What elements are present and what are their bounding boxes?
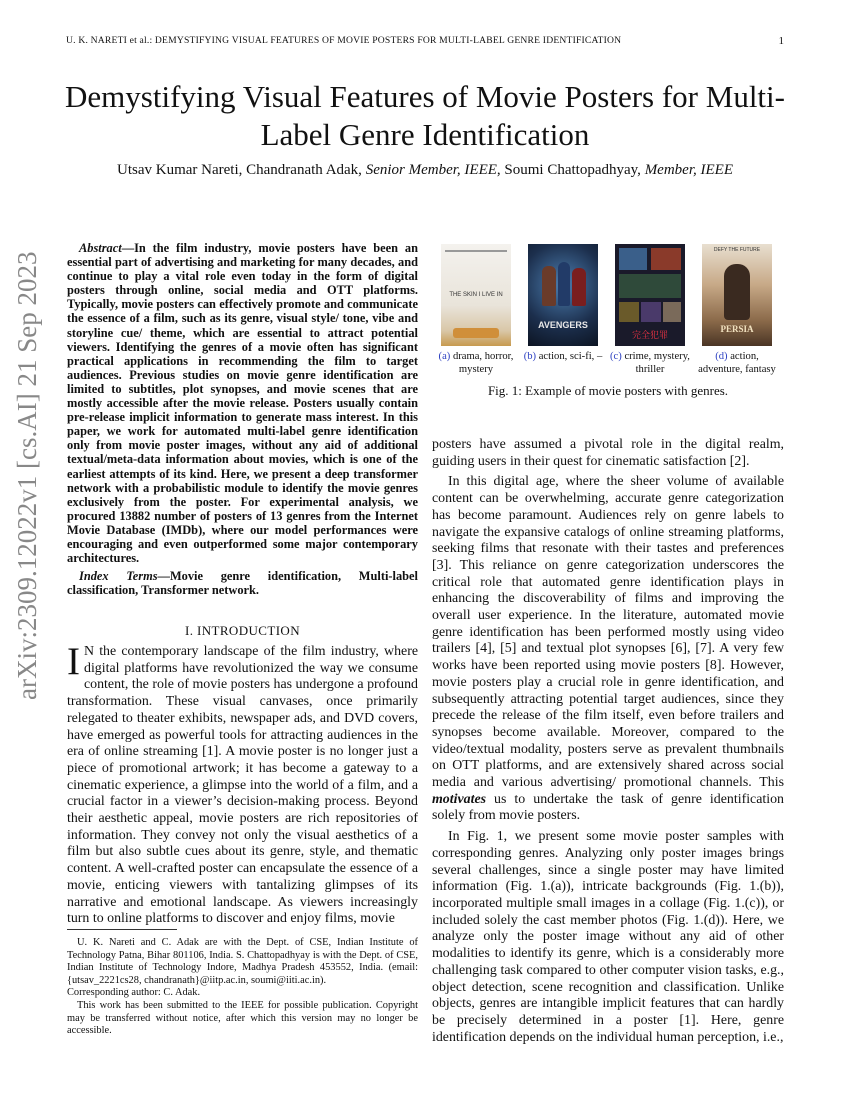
- index-terms-text: —Movie genre identification, Multi-label classification, Transformer network.: [67, 569, 418, 598]
- footnotes: [67, 937, 418, 1038]
- paragraph-2-end: us to undertake the task of genre identification solely from movie posters.: [432, 791, 784, 824]
- intro-paragraph: [67, 640, 418, 928]
- author-role-2: Member, IEEE: [644, 162, 733, 178]
- running-head: U. K. NARETI et al.: DEMYSTIFYING VISUAL FEATURES OF MOVIE POSTERS FOR MULTI-LABEL GENRE IDENTIFICATION: [66, 35, 622, 46]
- index-terms-label: Index Terms: [79, 569, 158, 583]
- author-names-2: , Soumi Chattopadhyay,: [496, 162, 641, 178]
- sub-caption-b-tag: (b): [523, 351, 537, 362]
- sub-caption-c-tag: (c): [610, 351, 622, 362]
- paragraph-2-text: In this digital age, where the sheer volume of available content can be overwhelming, accurate genre categorization has become paramount. Audiences rely on genre labels to navigate the expansive catalogs of online streaming platforms, seeking films that resonate with their tastes and preferences [3]. This reliance on genre categorization underscores the critical role that automated genre identification plays in enhancing the discoverability of films and improving the overall user experience. In the literature, automated movie genre identification has been performed mostly using video trailers [4], [5] and textual plot synopses [6], [7]. A very few works have been reported using movie posters [8]. However, movie posters play a crucial role in genre identification, and subsequently attracting potential target audiences, since they precede the release of the film itself, even before trailers and synopses become available. Moreover, compared to the video/textual modality, posters serve as prevalent thumbnails on OTT platforms, and are extensively shared across social media and various advertising/ promotional channels. This: [432, 474, 784, 791]
- right-column-text: [432, 437, 784, 1046]
- poster-d-tagline: DEFY THE FUTURE: [713, 247, 761, 253]
- sub-caption-a-tag: (a): [438, 351, 451, 362]
- poster-b-title: AVENGERS: [538, 320, 588, 330]
- paragraph-1: posters have assumed a pivotal role in the digital realm, guiding users in their quest for cinematic satisfaction [2].: [432, 437, 784, 469]
- footnote-corresponding: Corresponding author: C. Adak.: [67, 987, 201, 999]
- abstract-text: —In the film industry, movie posters have been an essential part of advertising and marketing for many decades, and continue to play a vital role even today in the form of digital posters through online, social media and OTT platforms. Typically, movie posters can effectively promote and communicate the essence of a film, such as its genre, visual style/ tone, vibe and storyline cue/ theme, which are essential to attract potential viewers. Identifying the genres of a movie often has significant practical applications in recommending the film to target audiences. Previous studies on movie genre identification are limited to subtitles, plot synopses, and movie scenes that are mostly accessible after the movie release. Posters usually contain pre-release implicit information to generate mass interest. In this paper, we work for automated multi-label genre identification only from movie poster images, without any aid of additional textual/meta-data information about movies, which is one of the earliest attempts of its kind. Here, we present a deep transformer network with a probabilistic module to identify the movie genres exclusively from the poster. For experimental analysis, we procured 13882 number of posters of 13 genres from the Internet Movie Database (IMDb), where our model performances were encouraging and even outperformed some major contemporary architectures.: [67, 241, 418, 566]
- author-names-1: Utsav Kumar Nareti, Chandranath Adak,: [117, 162, 362, 178]
- author-role-1: Senior Member, IEEE: [365, 162, 497, 178]
- figure-1: [432, 238, 784, 398]
- sub-caption-c-label: crime, mystery, thriller: [621, 351, 690, 375]
- poster-a-image: [441, 244, 511, 346]
- sub-caption-a-label: drama, horror, mystery: [450, 351, 514, 375]
- sub-caption-b-label: action, sci-fi, –: [536, 351, 603, 362]
- sub-caption-d-tag: (d): [715, 351, 728, 362]
- poster-b-image: [528, 244, 598, 346]
- paragraph-2: [432, 474, 784, 825]
- paragraph-3: In Fig. 1, we present some movie poster samples with corresponding genres. Analyzing only poster images brings several challenges, since a single poster may have limited information (Fig. 1.(a)), intricate backgrounds (Fig. 1.(b)), incorporated multiple small images in a collage (Fig. 1.(c)), or included solely the cast member photos (Fig. 1.(d)). Here, we analyze only the poster image without any aid of other modalities to identify its genre, which is a considerably more challenging task compared to other computer vision tasks, e.g., object detection, scene recognition and classification. Unlike objects, genres are intangible implicit features that can hardly be precisely determined in a poster [1]. Here, genre identification depends on the individual human perception, i.e.,: [432, 829, 784, 1045]
- poster-c-title: 完全犯罪: [631, 331, 668, 341]
- sub-caption-b: [519, 350, 607, 363]
- index-terms: [67, 569, 418, 597]
- footnote-rule: [67, 929, 177, 930]
- dropcap: I: [67, 640, 80, 683]
- poster-a-title: THE SKIN I LIVE IN: [449, 292, 503, 298]
- sub-caption-a: [432, 350, 520, 376]
- poster-c-image: [615, 244, 685, 346]
- abstract-label: Abstract: [79, 241, 122, 255]
- authors: [40, 162, 810, 179]
- footnote-copyright: This work has been submitted to the IEEE for possible publication. Copyright may be transferred without notice, after which this version may no longer be accessible.: [67, 999, 418, 1037]
- abstract: [67, 241, 418, 565]
- figure-caption: Fig. 1: Example of movie posters with genres.: [487, 383, 729, 398]
- footnote-affiliation: U. K. Nareti and C. Adak are with the Dept. of CSE, Indian Institute of Technology Patna, Bihar 801106, India. S. Chattopadhyay is with the Dept. of CSE, Indian Institute of Technology Indore, Madhya Pradesh 453552, India. (email: {utsav_2221cs28, chandranath}@iitp.ac.in, soumi@iiti.ac.in).: [67, 937, 418, 986]
- sub-caption-c: [606, 350, 694, 376]
- intro-text: N the contemporary landscape of the film industry, where digital platforms have revolutionized the way we consume content, the role of movie posters has undergone a profound transformation. These visual canvases, once primarily relegated to theater exhibits, newspaper ads, and DVD covers, have emerged as powerful tools for attracting audiences in the era of online streaming [1]. A movie poster is no longer just a piece of promotional artwork; it has become a gateway to a cinematic experience, a glimpse into the world of a film, and a crucial factor in a viewer’s decision-making process. Beyond their aesthetic appeal, movie posters are rich repositories of information. They convey not only the visual aesthetics of a film but also subtle cues about its genre, style, and thematic content. A well-crafted poster can encapsulate the essence of a movie, enticing viewers with tantalizing glimpses of its narrative and emotional landscape. As viewers increasingly turn to online platforms to discover and enjoy films, movie: [67, 644, 418, 927]
- paragraph-2-emphasis: motivates: [432, 791, 487, 807]
- paper-title: Demystifying Visual Features of Movie Posters for Multi-Label Genre Identification: [65, 79, 785, 152]
- sub-caption-d-label: action, adventure, fantasy: [698, 351, 776, 375]
- section-title: I. INTRODUCTION: [184, 623, 301, 638]
- poster-d-title: PERSIA: [720, 324, 754, 334]
- page-number: 1: [778, 35, 784, 47]
- poster-d-image: [702, 244, 772, 346]
- arxiv-stamp: arXiv:2309.12022v1 [cs.AI] 21 Sep 2023: [12, 251, 42, 700]
- sub-caption-d: [693, 350, 781, 376]
